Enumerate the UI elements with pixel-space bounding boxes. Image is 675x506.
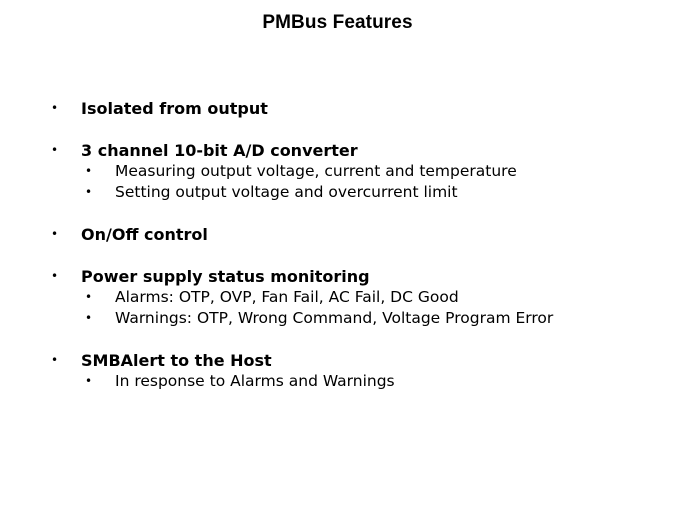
sub-bullet-text: Warnings: OTP, Wrong Command, Voltage Program Error xyxy=(115,309,554,327)
bullet-item-status-monitoring xyxy=(0,266,675,287)
bullet-text: Isolated from output xyxy=(81,99,268,118)
bullet-icon: • xyxy=(51,353,59,367)
sub-bullet-item xyxy=(0,287,675,308)
bullet-item-onoff xyxy=(0,224,675,245)
sub-bullet-item xyxy=(0,182,675,203)
sub-bullet-item xyxy=(0,308,675,329)
bullet-text: SMBAlert to the Host xyxy=(81,351,272,370)
bullet-icon: • xyxy=(51,143,59,157)
sub-bullet-item xyxy=(0,371,675,392)
sub-bullet-text: Measuring output voltage, current and temperature xyxy=(115,162,517,180)
sub-bullet-text: In response to Alarms and Warnings xyxy=(115,372,395,390)
sub-bullet-text: Alarms: OTP, OVP, Fan Fail, AC Fail, DC Good xyxy=(115,288,459,306)
bullet-text: On/Off control xyxy=(81,225,208,244)
sub-bullet-icon: • xyxy=(85,185,93,199)
sub-bullet-icon: • xyxy=(85,311,93,325)
bullet-item-smbalert xyxy=(0,350,675,371)
bullet-item-isolated xyxy=(0,98,675,119)
bullet-item-ad-converter xyxy=(0,140,675,161)
sub-bullet-icon: • xyxy=(85,164,93,178)
sub-bullet-icon: • xyxy=(85,290,93,304)
bullet-text: 3 channel 10-bit A/D converter xyxy=(81,141,358,160)
slide-title: PMBus Features xyxy=(262,12,413,33)
sub-bullet-text: Setting output voltage and overcurrent limit xyxy=(115,183,458,201)
sub-bullet-item xyxy=(0,161,675,182)
sub-bullet-icon: • xyxy=(85,374,93,388)
bullet-text: Power supply status monitoring xyxy=(81,267,370,286)
bullet-icon: • xyxy=(51,269,59,283)
bullet-icon: • xyxy=(51,227,59,241)
bullet-icon: • xyxy=(51,101,59,115)
bullet-list xyxy=(0,98,675,392)
